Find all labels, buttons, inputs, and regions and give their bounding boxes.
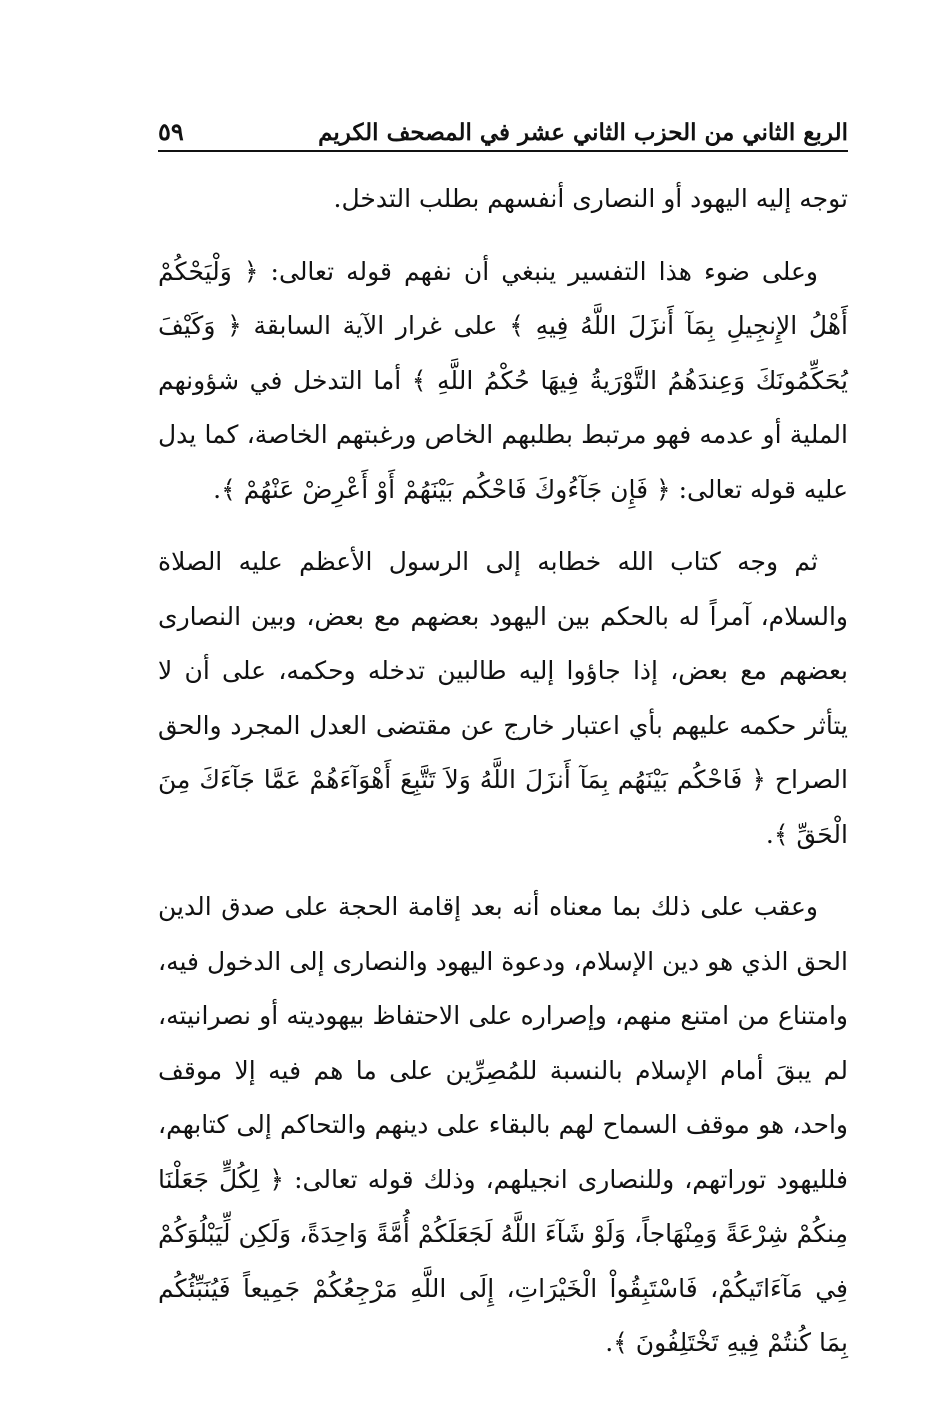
paragraph-4: وعقب على ذلك بما معناه أنه بعد إقامة الحجة على صدق الدين الحق الذي هو دين الإسلام، ودعوة اليهود والنصارى إلى الدخول فيه، وامتناع من امتنع منهم، وإصراره على الاحتفاظ بيهوديته أو نصرانيته، لم يبقَ أمام الإسلام بالنسبة للمُصِرِّين على ما هم فيه إلا موقف واحد، هو موقف السماح لهم بالبقاء على دينهم والتحاكم إلى كتابهم، فلليهود توراتهم، وللنصارى انجيلهم، وذلك قوله تعالى: ﴿ لِكُلٍّ جَعَلْنَا مِنكُمْ شِرْعَةً وَمِنْهَاجاً، وَلَوْ شَآءَ اللَّهُ لَجَعَلَكُمْ أُمَّةً وَاحِدَةً، وَلَكِن لِّيَبْلُوَكُمْ فِي مَآءَاتَيكُمْ، فَاسْتَبِقُواْ الْخَيْرَاتِ، إِلَى اللَّهِ مَرْجِعُكُمْ جَمِيعاً فَيُنَبِّئُكُم بِمَا كُنتُمْ فِيهِ تَخْتَلِفُونَ ﴾. [158, 892, 848, 1357]
page-number: ٥٩ [158, 117, 184, 146]
page-body [158, 172, 848, 1389]
paragraph-1: توجه إليه اليهود أو النصارى أنفسهم بطلب التدخل. [333, 184, 848, 213]
page-header [158, 108, 848, 152]
running-title: الربع الثاني من الحزب الثاني عشر في المصحف الكريم [318, 119, 848, 146]
paragraph-2: وعلى ضوء هذا التفسير ينبغي أن نفهم قوله تعالى: ﴿ وَلْيَحْكُمْ أَهْلُ الإِنجِيلِ بِمَآ أَنزَلَ اللَّهُ فِيهِ ﴾ على غرار الآية السابقة ﴿ وَكَيْفَ يُحَكِّمُونَكَ وَعِندَهُمُ التَّوْرَيةُ فِيهَا حُكْمُ اللَّهِ ﴾ أما التدخل في شؤونهم الملية أو عدمه فهو مرتبط بطلبهم الخاص ورغبتهم الخاصة، كما يدل عليه قوله تعالى: ﴿ فَإِن جَآءُوكَ فَاحْكُم بَيْنَهُمْ أَوْ أَعْرِضْ عَنْهُمْ ﴾. [158, 256, 848, 504]
paragraph-3: ثم وجه كتاب الله خطابه إلى الرسول الأعظم عليه الصلاة والسلام، آمراً له بالحكم بين اليهود بعضهم مع بعض، وبين النصارى بعضهم مع بعض، إذا جاؤوا إليه طالبين تدخله وحكمه، على أن لا يتأثر حكمه عليهم بأي اعتبار خارج عن مقتضى العدل المجرد والحق الصراح ﴿ فَاحْكُم بَيْنَهُم بِمَآ أَنزَلَ اللَّهُ وَلاَ تَتَّبِعَ أَهْوَآءَهُمْ عَمَّا جَآءَكَ مِنَ الْحَقِّ ﴾. [158, 547, 848, 849]
